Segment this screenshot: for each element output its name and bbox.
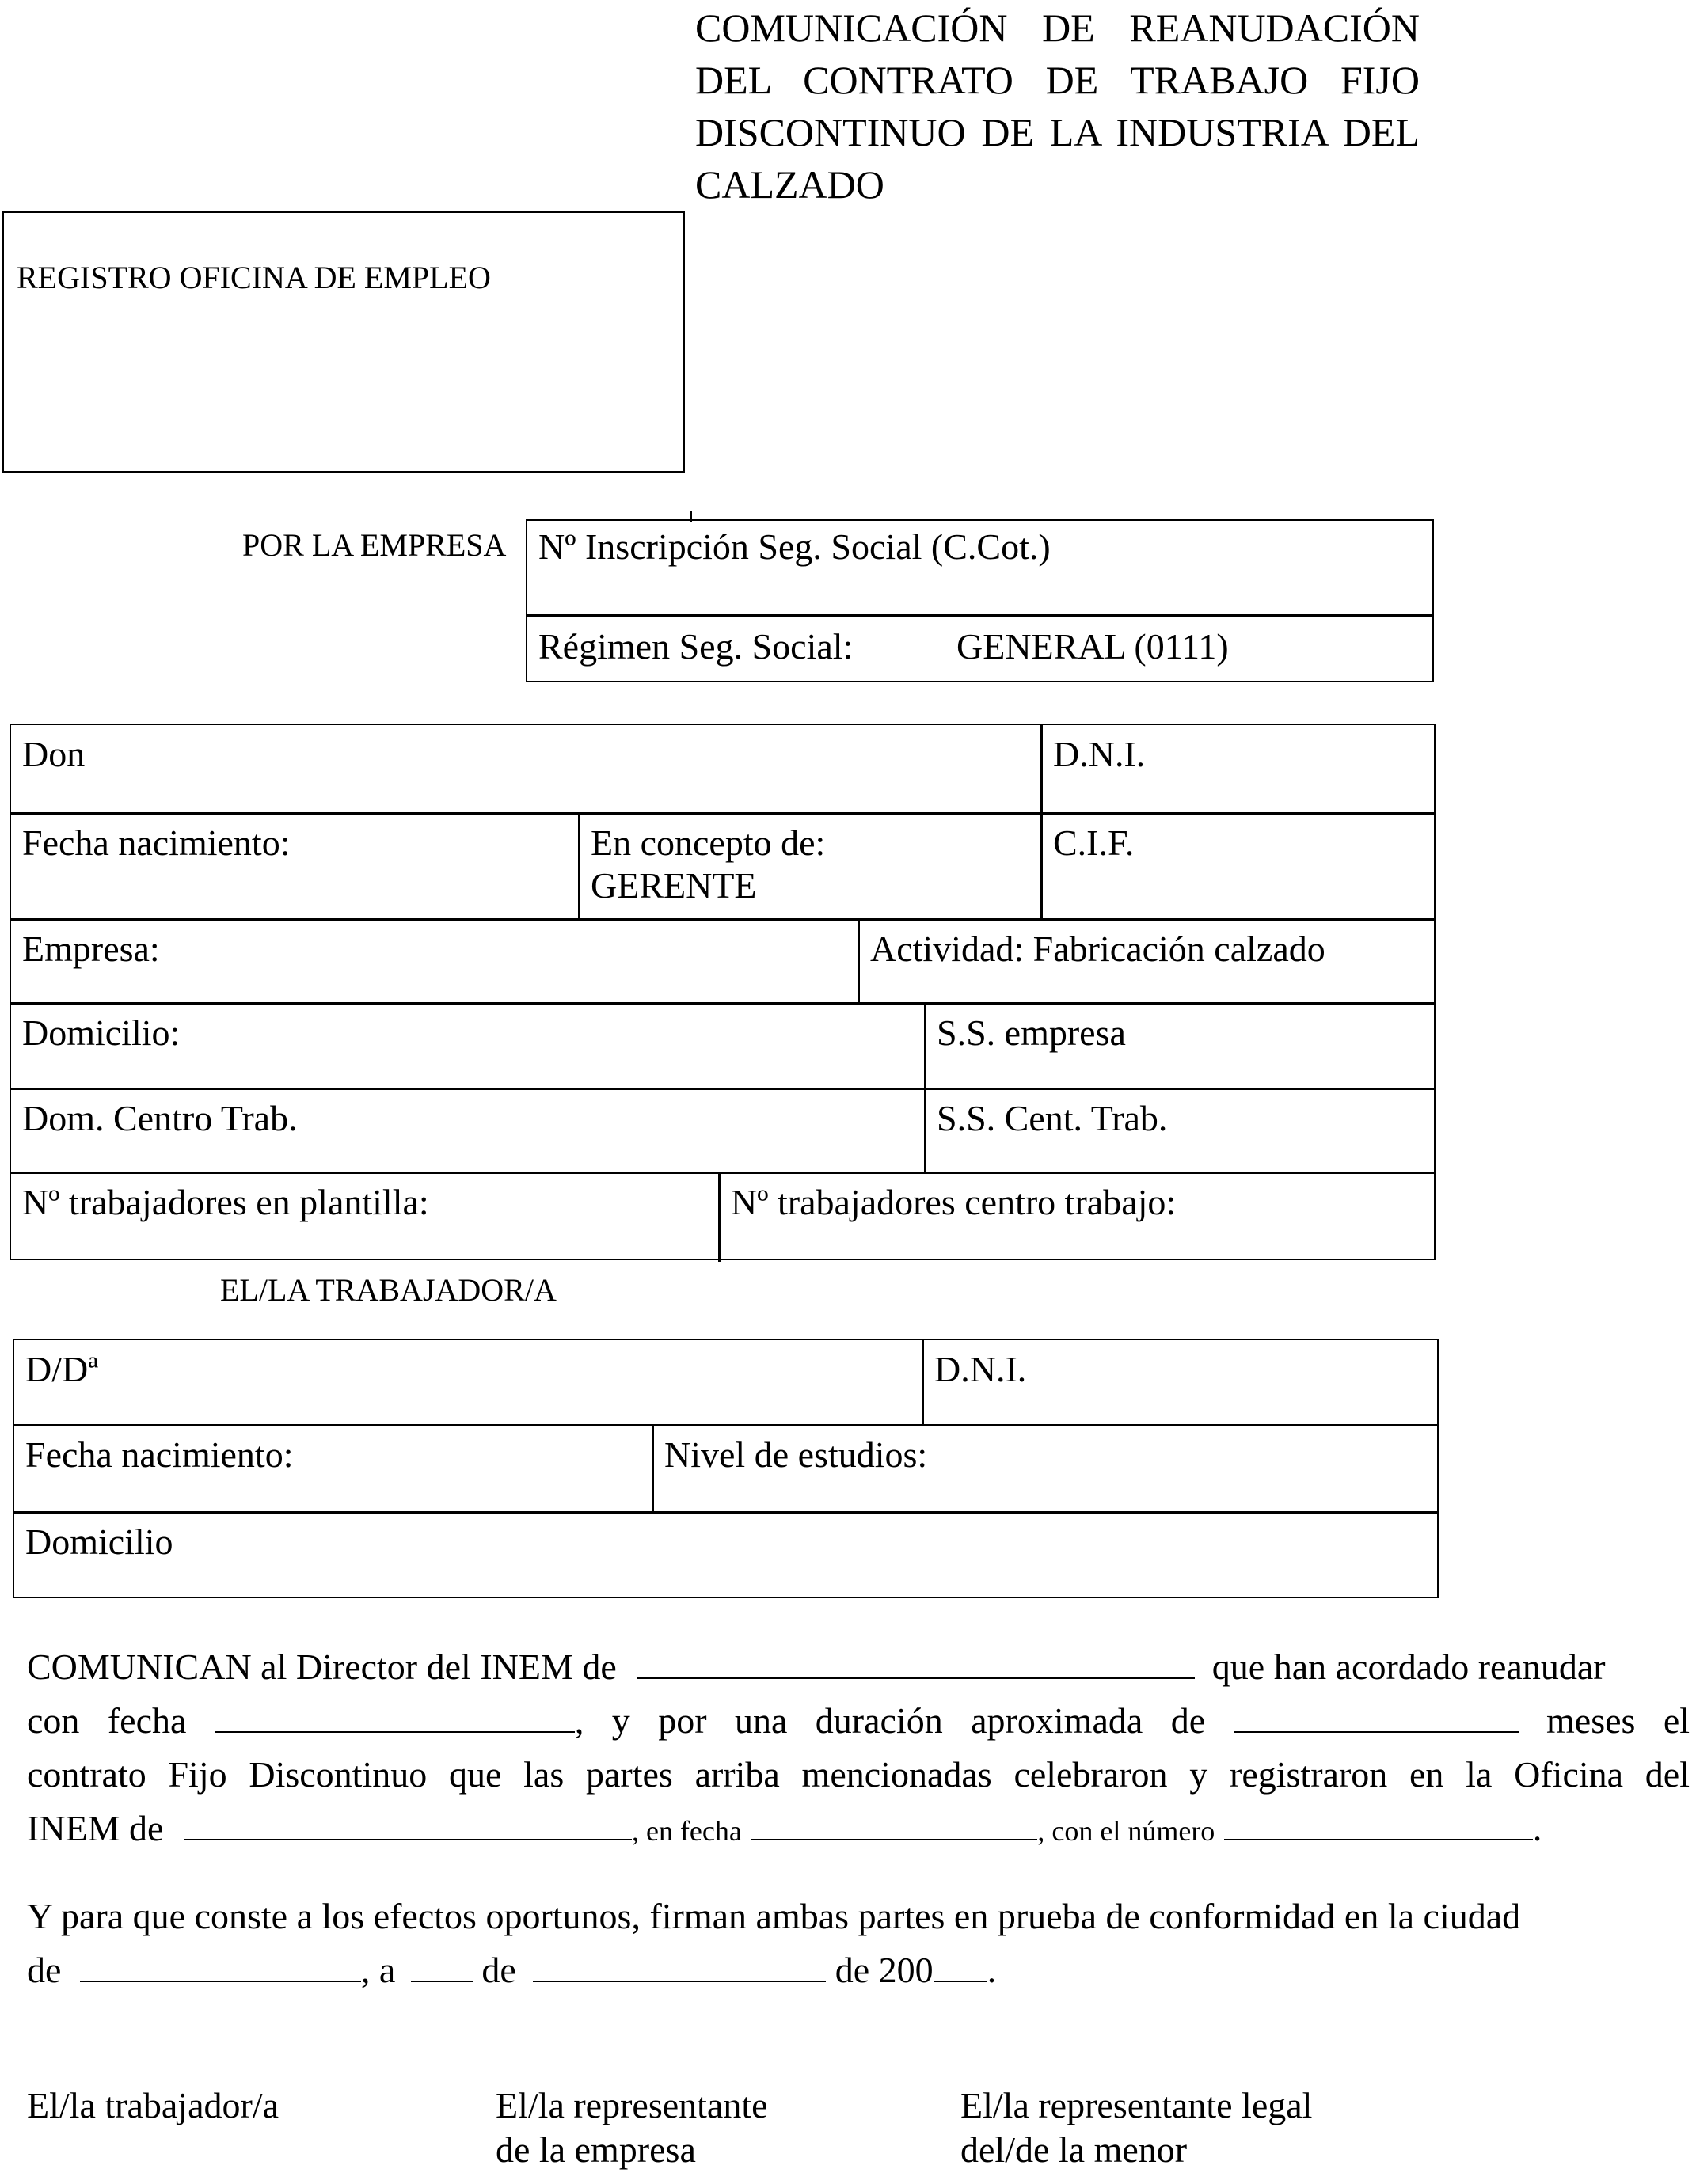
por-la-empresa-label: POR LA EMPRESA <box>242 527 507 563</box>
comunican-line-3 <box>27 1750 1690 1799</box>
don-field[interactable]: Don <box>22 734 86 774</box>
firma-legal-label <box>960 2083 1312 2172</box>
duracion-blank[interactable] <box>1234 1700 1519 1733</box>
empresa-field[interactable]: Empresa: <box>22 929 160 969</box>
conste-text: . <box>987 1950 997 1990</box>
ciudad-blank[interactable] <box>80 1949 361 1982</box>
comunican-text: meses el <box>1546 1700 1690 1741</box>
dni-field[interactable]: D.N.I. <box>1053 734 1146 774</box>
actividad-field: Actividad: Fabricación calzado <box>870 929 1325 969</box>
firma-representante-line-1: El/la representante <box>496 2085 768 2125</box>
en-fecha-blank[interactable] <box>751 1807 1037 1840</box>
trabajador-dni-field[interactable]: D.N.I. <box>934 1349 1027 1389</box>
seg-social-box <box>526 519 1434 682</box>
trabajador-table <box>13 1339 1439 1598</box>
conste-text: de <box>481 1950 516 1990</box>
dia-blank[interactable] <box>411 1949 473 1982</box>
firma-trabajador-label: El/la trabajador/a <box>27 2085 279 2125</box>
regimen-value: GENERAL (0111) <box>956 626 1229 667</box>
ss-centro-field[interactable]: S.S. Cent. Trab. <box>937 1098 1168 1138</box>
document-title <box>695 2 1420 211</box>
comunican-text: , en fecha <box>631 1815 742 1847</box>
conste-text: de 200 <box>835 1950 934 1990</box>
row-divider <box>11 1002 1434 1005</box>
title-line-3: DISCONTINUO DE LA INDUSTRIA DEL <box>695 110 1420 154</box>
inscripcion-field[interactable]: Nº Inscripción Seg. Social (C.Cot.) <box>538 526 1051 567</box>
anio-blank[interactable] <box>934 1949 987 1982</box>
trab-plantilla-field[interactable]: Nº trabajadores en plantilla: <box>22 1182 429 1222</box>
domicilio-field[interactable]: Domicilio: <box>22 1012 181 1053</box>
en-concepto-label: En concepto de: <box>591 822 826 863</box>
comunican-text: COMUNICAN al Director del INEM de <box>27 1647 617 1687</box>
comunican-text: , y por una duración aproximada de <box>574 1700 1206 1741</box>
comunican-line-4 <box>27 1804 1542 1855</box>
nivel-estudios-field[interactable]: Nivel de estudios: <box>664 1434 928 1475</box>
en-concepto-value: GERENTE <box>591 865 757 906</box>
firma-legal-line-2: del/de la menor <box>960 2129 1188 2170</box>
conste-text: , a <box>360 1950 396 1990</box>
firma-legal-line-1: El/la representante legal <box>960 2085 1313 2125</box>
firma-representante-line-2: de la empresa <box>496 2129 696 2170</box>
inem-de-blank[interactable] <box>637 1646 1195 1679</box>
numero-blank[interactable] <box>1224 1807 1533 1840</box>
cif-field[interactable]: C.I.F. <box>1053 822 1135 863</box>
conste-text: de <box>27 1950 62 1990</box>
inem-registro-blank[interactable] <box>184 1807 632 1840</box>
comunican-text: . <box>1532 1808 1542 1848</box>
regimen-label: Régimen Seg. Social: <box>538 626 854 667</box>
trabajador-label: EL/LA TRABAJADOR/A <box>220 1272 557 1308</box>
conste-line-1: Y para que conste a los efectos oportunos, firman ambas partes en prueba de conformidad en la ciudad <box>27 1896 1521 1936</box>
ss-empresa-field[interactable]: S.S. empresa <box>937 1012 1126 1053</box>
dom-centro-field[interactable]: Dom. Centro Trab. <box>22 1098 298 1138</box>
mes-blank[interactable] <box>533 1949 826 1982</box>
empresa-table <box>10 724 1436 1260</box>
title-line-4: CALZADO <box>695 162 884 207</box>
title-line-1: COMUNICACIÓN DE REANUDACIÓN <box>695 6 1420 50</box>
registro-oficina-box <box>2 211 685 473</box>
trabajador-fecha-nacimiento-field[interactable]: Fecha nacimiento: <box>25 1434 294 1475</box>
comunican-text: contrato Fijo Discontinuo que las partes arriba mencionadas celebraron y registraron en la Oficina del <box>27 1754 1690 1795</box>
con-fecha-blank[interactable] <box>215 1700 575 1733</box>
fecha-nacimiento-field[interactable]: Fecha nacimiento: <box>22 822 291 863</box>
trabajador-domicilio-field[interactable]: Domicilio <box>25 1521 173 1562</box>
conste-line-2 <box>27 1946 996 1995</box>
comunican-text: , con el número <box>1037 1815 1215 1847</box>
dda-field[interactable]: D/Dª <box>25 1349 98 1389</box>
trab-centro-field[interactable]: Nº trabajadores centro trabajo: <box>731 1182 1177 1222</box>
title-line-2: DEL CONTRATO DE TRABAJO FIJO <box>695 58 1420 102</box>
comunican-line-2 <box>27 1696 1690 1745</box>
registro-label: REGISTRO OFICINA DE EMPLEO <box>17 260 491 295</box>
firma-representante-label <box>496 2083 768 2172</box>
row-divider <box>14 1511 1437 1514</box>
comunican-text: que han acordado reanudar <box>1211 1647 1606 1687</box>
comunican-text: INEM de <box>27 1808 164 1848</box>
comunican-line-1 <box>27 1643 1606 1692</box>
comunican-text: con fecha <box>27 1700 187 1741</box>
